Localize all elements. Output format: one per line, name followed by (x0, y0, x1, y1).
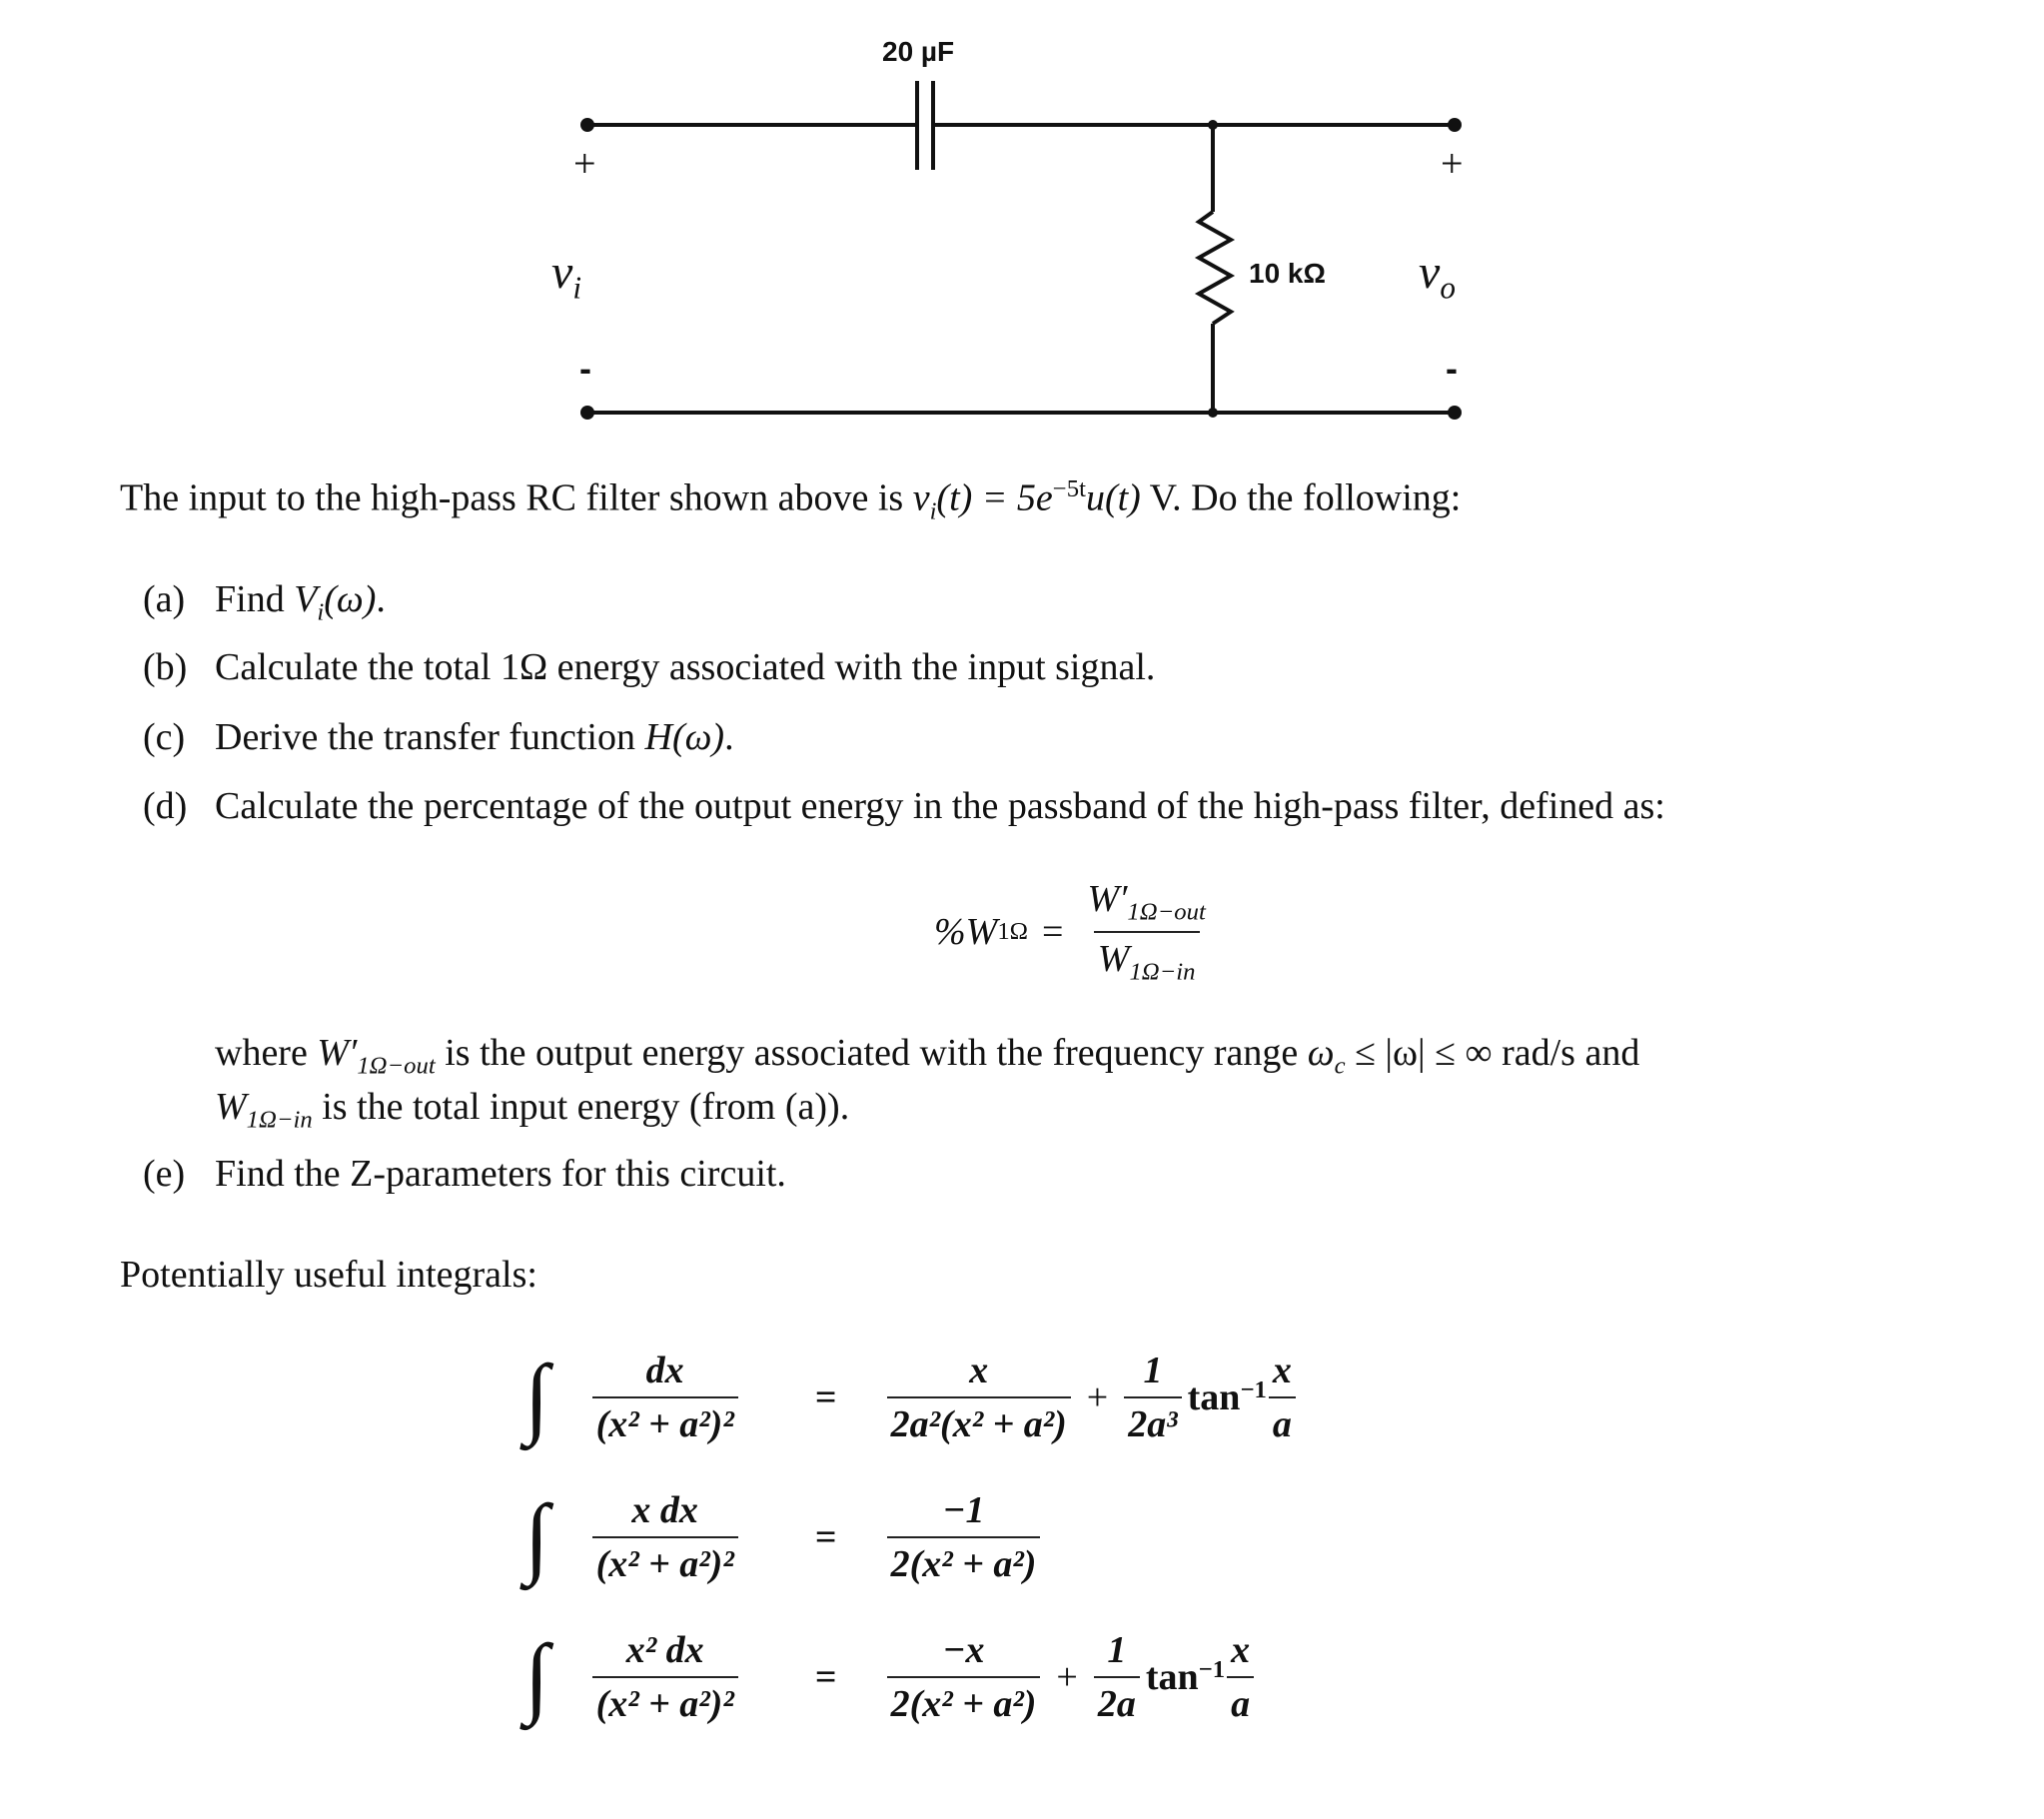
coefficient (1094, 1628, 1140, 1726)
item-text: Calculate the total 1Ω energy associated with the input signal. (215, 646, 1156, 688)
result-term (887, 1488, 1041, 1586)
where-math: W (215, 1086, 247, 1128)
result-denominator: 2a²(x² + a²) (887, 1396, 1071, 1446)
integrand-denominator: (x² + a²)² (592, 1396, 738, 1446)
integral-row-1 (524, 1349, 1298, 1446)
numerator-symbol: W′ (1087, 878, 1128, 920)
arctan-function: tan (1145, 1656, 1199, 1698)
item-label: (e) (143, 1153, 186, 1195)
junction-node-bottom (1208, 408, 1218, 418)
formula-denominator (1094, 931, 1200, 987)
where-math-rest: ≤ |ω| ≤ ∞ (1345, 1032, 1493, 1074)
coefficient (1124, 1349, 1181, 1446)
item-e (143, 1152, 786, 1196)
result-denominator: 2(x² + a²) (887, 1536, 1041, 1586)
item-label: (b) (143, 646, 188, 688)
item-text: Derive the transfer function (215, 716, 645, 758)
denominator-symbol: W (1097, 937, 1130, 980)
resistor-label: 10 kΩ (1249, 258, 1326, 289)
item-end: . (724, 716, 734, 758)
intro-text: The input to the high-pass RC filter shown above is (120, 476, 913, 519)
coefficient-numerator: 1 (1143, 1350, 1163, 1391)
item-text: Calculate the percentage of the output energy in the passband of the high-pass filter, defined as: (215, 785, 1665, 827)
integrand-numerator: x dx (631, 1489, 698, 1531)
input-minus-sign: - (579, 348, 591, 389)
intro-math-tail: u(t) (1085, 476, 1141, 519)
item-b (143, 645, 1155, 689)
result-numerator: −x (942, 1629, 985, 1671)
integrand-denominator: (x² + a²)² (592, 1536, 738, 1586)
percent-energy-formula (934, 877, 1216, 986)
input-plus-sign: + (573, 141, 596, 186)
integral-row-3 (524, 1628, 1256, 1726)
where-text: rad/s and (1492, 1032, 1640, 1074)
intro-math: v (912, 476, 930, 519)
arctan-exponent: −1 (1198, 1656, 1226, 1683)
integral-sign-icon: ∫ (524, 1627, 549, 1726)
input-terminal-top (580, 118, 594, 132)
integrand (565, 1628, 765, 1726)
equals-sign: = (814, 1376, 837, 1418)
intro-after: V. Do the following: (1140, 476, 1462, 519)
formula-fraction (1083, 877, 1209, 986)
input-voltage-label (551, 245, 581, 307)
item-label: (c) (143, 716, 186, 758)
where-math: ω (1307, 1032, 1335, 1074)
item-c (143, 715, 734, 759)
numerator-sub: 1Ω−out (1127, 898, 1206, 926)
argument-denominator: a (1269, 1396, 1296, 1446)
item-a (143, 577, 386, 627)
plus-sign: + (1086, 1376, 1109, 1418)
formula-equals: = (1042, 910, 1064, 953)
item-math-sub: i (317, 598, 325, 626)
where-text: is the output energy associated with the frequency range (435, 1032, 1308, 1074)
item-label: (d) (143, 785, 188, 827)
equals-sign: = (814, 1656, 837, 1698)
item-d (143, 784, 1665, 828)
argument-numerator: x (1272, 1350, 1292, 1391)
denominator-sub: 1Ω−in (1129, 958, 1196, 986)
where-math: W′ (317, 1032, 358, 1074)
result-numerator: x (969, 1350, 989, 1391)
integrand-numerator: x² dx (625, 1629, 704, 1671)
where-math-sub: c (1334, 1052, 1346, 1080)
intro-math-sub: i (929, 497, 937, 525)
integrand-numerator: dx (645, 1350, 684, 1391)
integral-row-2 (524, 1488, 1046, 1586)
result-term (887, 1349, 1071, 1446)
item-text: Find (215, 578, 295, 620)
equals-sign: = (814, 1516, 837, 1558)
output-terminal-bottom (1448, 406, 1462, 420)
coefficient-denominator: 2a³ (1124, 1396, 1181, 1446)
item-math: H(ω) (644, 716, 725, 758)
arctan-argument (1269, 1349, 1296, 1446)
integral-sign-icon: ∫ (524, 1348, 549, 1446)
arctan-function: tan (1187, 1376, 1241, 1418)
capacitor-label: 20 µF (882, 36, 955, 67)
where-line-1 (215, 1031, 1639, 1081)
item-math: V (294, 578, 318, 620)
intro-exponent: −5t (1052, 475, 1086, 502)
argument-numerator: x (1231, 1629, 1251, 1671)
output-voltage-label (1419, 245, 1456, 307)
item-text: Find the Z-parameters for this circuit. (215, 1153, 786, 1195)
arctan-argument (1227, 1628, 1254, 1726)
where-text: is the total input energy (from (a)). (312, 1086, 850, 1128)
arctan-exponent: −1 (1240, 1376, 1267, 1403)
integral-sign-icon: ∫ (524, 1487, 549, 1586)
integrand (565, 1349, 765, 1446)
result-numerator: −1 (942, 1489, 985, 1531)
plus-sign: + (1056, 1656, 1078, 1698)
where-text: where (215, 1032, 318, 1074)
input-terminal-bottom (580, 406, 594, 420)
junction-node-top (1208, 120, 1218, 130)
formula-lhs-sub: 1Ω (997, 917, 1029, 945)
item-end: . (376, 578, 386, 620)
input-voltage-symbol: v (551, 246, 573, 299)
input-voltage-subscript: i (572, 270, 581, 306)
argument-denominator: a (1227, 1676, 1254, 1726)
output-voltage-subscript: o (1440, 270, 1456, 306)
where-math-sub: 1Ω−out (357, 1052, 436, 1080)
where-math-sub: 1Ω−in (246, 1106, 313, 1134)
integrals-heading: Potentially useful integrals: (120, 1254, 537, 1296)
problem-intro (120, 475, 1461, 525)
item-label: (a) (143, 578, 186, 620)
result-term (887, 1628, 1041, 1726)
where-line-2 (215, 1085, 849, 1135)
coefficient-numerator: 1 (1107, 1629, 1127, 1671)
coefficient-denominator: 2a (1094, 1676, 1140, 1726)
result-denominator: 2(x² + a²) (887, 1676, 1041, 1726)
output-terminal-top (1448, 118, 1462, 132)
output-plus-sign: + (1441, 141, 1464, 186)
output-minus-sign: - (1446, 348, 1458, 389)
circuit-diagram (0, 0, 2044, 440)
formula-lhs: %W (934, 910, 998, 953)
output-voltage-symbol: v (1419, 246, 1441, 299)
integrand (565, 1488, 765, 1586)
intro-math-rest: (t) = 5e (936, 476, 1053, 519)
resistor-zigzag (1199, 212, 1231, 324)
formula-numerator (1083, 877, 1209, 931)
integrand-denominator: (x² + a²)² (592, 1676, 738, 1726)
item-math-tail: (ω) (324, 578, 377, 620)
